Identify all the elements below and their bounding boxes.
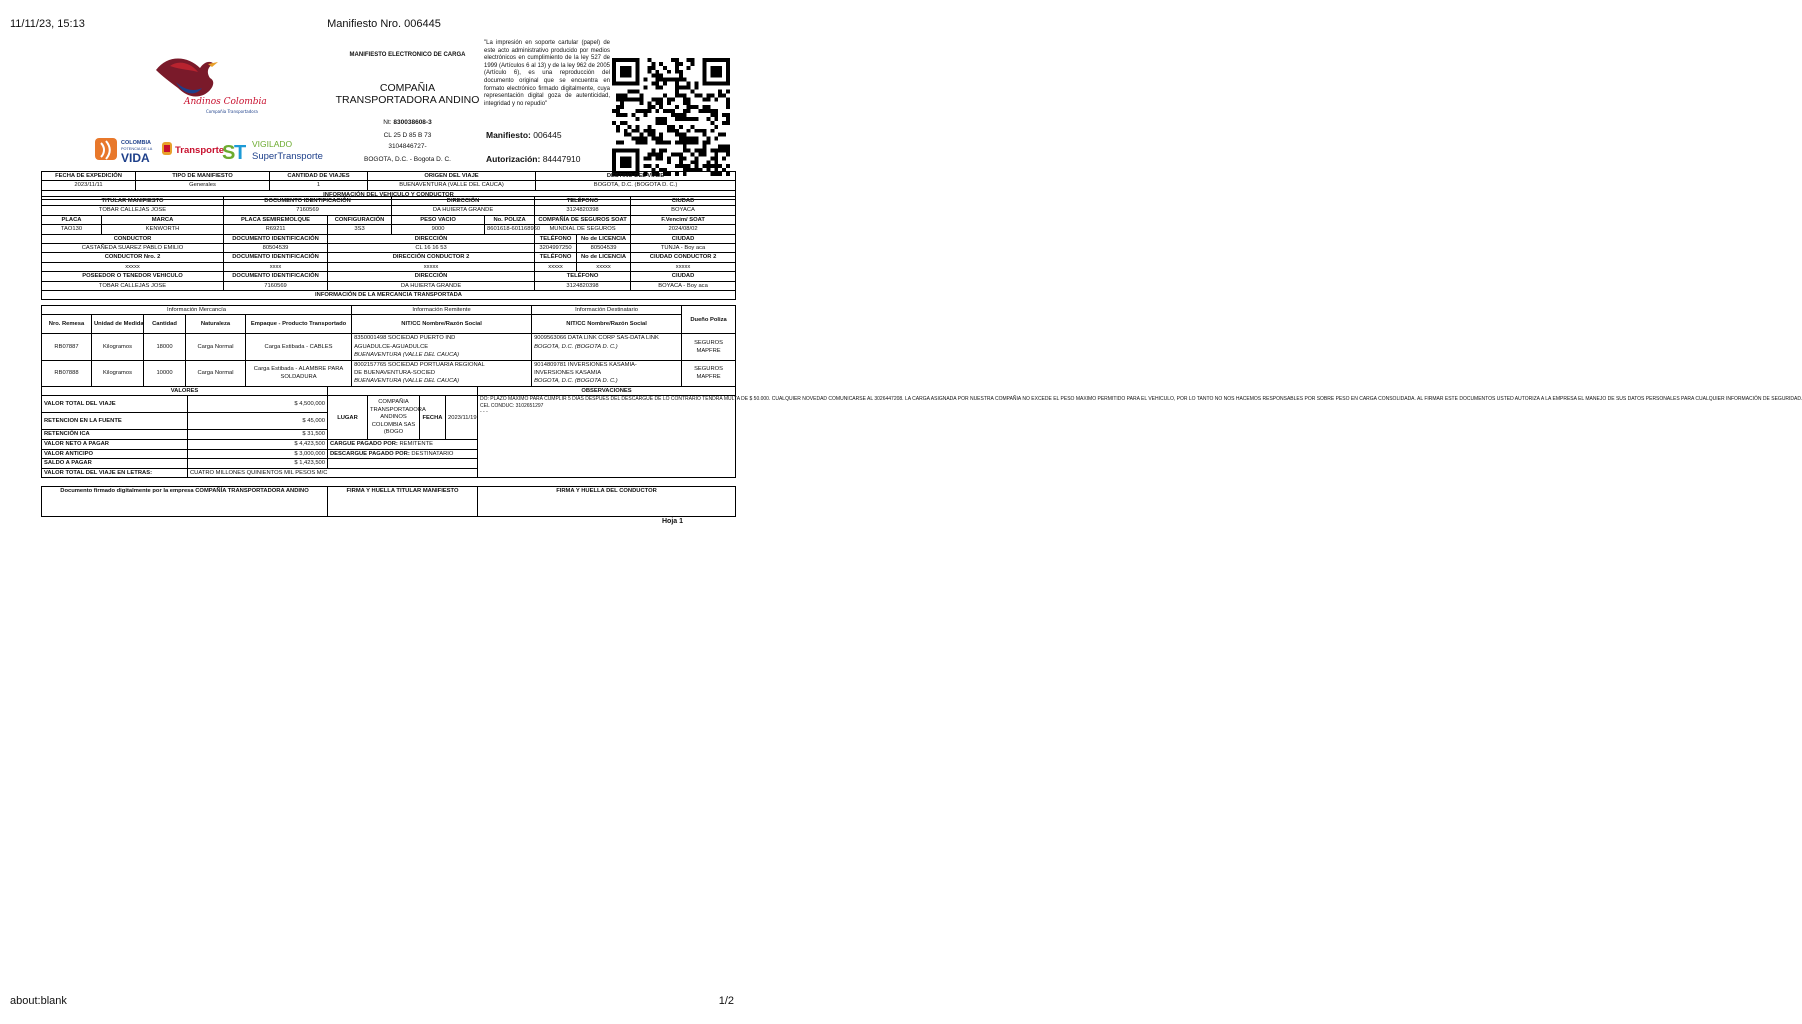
group-informacion-mercancia: Información Mercancía xyxy=(42,306,352,315)
header-cantidad-viajes: CANTIDAD DE VIAJES xyxy=(270,172,368,181)
dueno-poliza: SEGUROS MAPFRE xyxy=(682,360,736,386)
header-nro-remesa: Nro. Remesa xyxy=(42,315,92,334)
values-table xyxy=(41,386,1802,478)
header-conductor-ciudad: CIUDAD xyxy=(631,234,736,243)
titular-name: TOBAR CALLEJAS JOSE xyxy=(42,206,224,215)
header-conductor2: CONDUCTOR Nro. 2 xyxy=(42,253,224,262)
header-placa: PLACA xyxy=(42,215,102,224)
conductor-dir: CL 16 16 53 xyxy=(328,244,535,253)
poseedor-name: TOBAR CALLEJAS JOSE xyxy=(42,281,224,290)
header-conductor2-doc: DOCUMENTO IDENTIFICACIÓN xyxy=(224,253,328,262)
conductor2-lic: xxxxx xyxy=(577,262,631,271)
dueno-poliza: SEGUROS MAPFRE xyxy=(682,334,736,360)
header-unidad-medida: Unidad de Medida xyxy=(92,315,144,334)
empaque-producto: Carga Estibada - CABLES xyxy=(246,334,352,360)
conductor2-ciudad: xxxxx xyxy=(631,262,736,271)
company-nit: Nt: 830038608-3 xyxy=(383,119,432,126)
table-row xyxy=(42,334,736,360)
label-valor-letras: VALOR TOTAL DEL VIAJE EN LETRAS: xyxy=(42,468,188,477)
vehiculo-peso-vacio: 9000 xyxy=(392,225,485,234)
section-vehiculo-conductor: INFORMACIÓN DEL VEHICULO Y CONDUCTOR xyxy=(42,190,736,199)
label-saldo: SALDO A PAGAR xyxy=(42,459,188,468)
conductor-lic: 80504539 xyxy=(577,244,631,253)
vehiculo-poliza: 8601618-601168960 xyxy=(485,225,535,234)
company-name-line-2: TRANSPORTADORA ANDINO xyxy=(335,94,480,106)
header-titular: TITULAR MANIFIESTO xyxy=(42,197,224,206)
vehiculo-vencimiento-soat: 2024/08/02 xyxy=(631,225,736,234)
descargue-pagado-por: DESCARGUE PAGADO POR: DESTINATARIO xyxy=(328,449,478,458)
header-configuracion: CONFIGURACIÓN xyxy=(328,215,392,224)
fecha: 2023/11/19 xyxy=(446,396,478,440)
vehiculo-cia-seguros: MUNDIAL DE SEGUROS xyxy=(535,225,631,234)
manifest-number: Manifiesto: 006445 xyxy=(486,130,562,140)
table-row xyxy=(42,360,736,386)
destino-viaje: BOGOTA, D.C. (BOGOTA D. C.) xyxy=(536,181,736,190)
header-poseedor-ciudad: CIUDAD xyxy=(631,272,736,281)
company-city: BOGOTA, D.C. - Bogota D. C. xyxy=(364,155,451,163)
authorization-number: Autorización: 84447910 xyxy=(486,154,581,164)
svg-text:S: S xyxy=(222,142,236,164)
manifest-type-heading: MANIFIESTO ELECTRONICO DE CARGA xyxy=(349,52,466,58)
remitente: 8002157765 SOCIEDAD PORTUARIA REGIONAL DE BUENAVENTURA-SOCIED BUENAVENTURA (VALLE DEL CAUCA) xyxy=(352,360,532,386)
header-conductor2-dir: DIRECCIÓN CONDUCTOR 2 xyxy=(328,253,535,262)
valor-total: $ 4,500,000 xyxy=(188,396,328,413)
header-poseedor: POSEEDOR O TENEDOR VEHICULO xyxy=(42,272,224,281)
print-doc-title: Manifiesto Nro. 006445 xyxy=(327,18,441,30)
poseedor-doc: 7160569 xyxy=(224,281,328,290)
vehicle-driver-table xyxy=(41,196,736,300)
section-mercancia: INFORMACIÓN DE LA MERCANCIA TRANSPORTADA xyxy=(42,291,736,300)
vehiculo-placa: TAO130 xyxy=(42,225,102,234)
header-conductor2-ciudad: CIUDAD CONDUCTOR 2 xyxy=(631,253,736,262)
legal-notice: "La impresión en soporte cartular (papel) de este acto administrativo producido por medios electrónicos en cumplimiento de la ley 527 de 1999 (Artículos 6 al 13) y de la ley 962 de 2005 (Artículo 6), es una reproducción del documento original que se encuentra en formato electrónico firmado digitalmente, cuya representación digital goza de autenticidad, integridad y no repudio" xyxy=(484,40,610,107)
header-titular-ciudad: CIUDAD xyxy=(631,197,736,206)
header-titular-dir: DIRECCIÓN xyxy=(392,197,535,206)
firma-titular: FIRMA Y HUELLA TITULAR MANIFIESTO xyxy=(328,487,478,517)
header-conductor-doc: DOCUMENTO IDENTIFICACIÓN xyxy=(224,234,328,243)
label-fecha: FECHA xyxy=(420,396,446,440)
conductor2-doc: xxxx xyxy=(224,262,328,271)
titular-tel: 3124820398 xyxy=(535,206,631,215)
header-titular-doc: DOCUMENTO IDENTIFICACIÓN xyxy=(224,197,392,206)
titular-doc: 7160569 xyxy=(224,206,392,215)
header-poseedor-dir: DIRECCIÓN xyxy=(328,272,535,281)
header-conductor2-lic: No de LICENCIA xyxy=(577,253,631,262)
observaciones: DO: PLAZO MAXIMO PARA CUMPLIR 5 DÍAS DESPUES DEL DESCARGUE DE LO CONTRARIO TENDRA MULTA DE $ 50.000. CUALQUIER NOVEDAD COMUNICARSE AL 3026447208. LA CARGA ASIGNADA POR NUESTRA COMPAÑIA NO EXCEDE EL PESO MAXIMO PERMITIDO PARA EL VEHICULO, POR LO TANTO NO NOS HACEMOS RESPONSABLES POR SOBRE PESO EN CARGA CONSOLIDADA. AL FIRMAR ESTE DOCUMENTOS USTED AUTORIZA A LA EMPRESA EL MANEJO DE SUS DATOS PERSONALES PARA CUALQUIER INFORMACIÓN DE SEGURIDAD. CEL CONDUC: 3102651297 - - - xyxy=(478,396,736,478)
conductor-ciudad: TUNJA - Boy aca xyxy=(631,244,736,253)
cantidad: 18000 xyxy=(144,334,186,360)
header-poseedor-tel: TELÉFONO xyxy=(535,272,631,281)
header-naturaleza: Naturaleza xyxy=(186,315,246,334)
supertransporte-logo-icon xyxy=(222,139,323,164)
label-valor-anticipo: VALOR ANTICIPO xyxy=(42,449,188,458)
tipo-manifiesto: Generales xyxy=(136,181,270,190)
cantidad-viajes: 1 xyxy=(270,181,368,190)
header-conductor: CONDUCTOR xyxy=(42,234,224,243)
naturaleza: Carga Normal xyxy=(186,334,246,360)
header-vencimiento-soat: F.Vencim/ SOAT xyxy=(631,215,736,224)
header-poseedor-doc: DOCUMENTO IDENTIFICACIÓN xyxy=(224,272,328,281)
group-informacion-remitente: Información Remitente xyxy=(352,306,532,315)
destinatario: 9009563066 DATA LINK CORP SAS-DATA LINK BOGOTA, D.C. (BOGOTA D. C.) xyxy=(532,334,682,360)
header-conductor-tel: TELÉFONO xyxy=(535,234,577,243)
svg-text:COLOMBIA: COLOMBIA xyxy=(121,140,151,146)
naturaleza: Carga Normal xyxy=(186,360,246,386)
header-marca: MARCA xyxy=(102,215,224,224)
header-nit-destinatario: NIT/CC Nombre/Razón Social xyxy=(532,315,682,334)
signatures-table xyxy=(41,486,736,517)
valor-letras: CUATRO MILLONES QUINIENTOS MIL PESOS M/C xyxy=(188,468,478,477)
remesa-number: RB07887 xyxy=(42,334,92,360)
merchandise-table xyxy=(41,305,736,387)
header-dueno-poliza: Dueño Poliza xyxy=(682,306,736,334)
coat-of-arms-icon xyxy=(162,142,172,155)
unidad-medida: Kilogramos xyxy=(92,334,144,360)
company-name xyxy=(330,82,485,106)
origen-viaje: BUENAVENTURA (VALLE DEL CAUCA) xyxy=(368,181,536,190)
titular-dir: DA HUIERTA GRANDE xyxy=(392,206,535,215)
vehiculo-marca: KENWORTH xyxy=(102,225,224,234)
fecha-expedicion: 2023/11/11 xyxy=(42,181,136,190)
header-origen: ORIGEN DEL VIAJE xyxy=(368,172,536,181)
retencion-fuente: $ 45,000 xyxy=(188,413,328,430)
svg-text:Compañía Transportadora: Compañía Transportadora xyxy=(206,109,258,114)
poseedor-tel: 3124820398 xyxy=(535,281,631,290)
unidad-medida: Kilogramos xyxy=(92,360,144,386)
svg-text:SuperTransporte: SuperTransporte xyxy=(252,151,323,162)
retencion-ica: $ 31,500 xyxy=(188,430,328,440)
header-nit-remitente: NIT/CC Nombre/Razón Social xyxy=(352,315,532,334)
label-lugar: LUGAR xyxy=(328,396,368,440)
remesa-number: RB07888 xyxy=(42,360,92,386)
header-peso-poliza: PESO VACIO xyxy=(392,215,485,224)
titular-ciudad: BOYACA xyxy=(631,206,736,215)
conductor-tel: 3204997250 xyxy=(535,244,577,253)
header-empaque: Empaque - Producto Transportado xyxy=(246,315,352,334)
group-informacion-destinatario: Información Destinatario xyxy=(532,306,682,315)
conductor-doc: 80504539 xyxy=(224,244,328,253)
header-valores: VALORES xyxy=(42,387,328,396)
government-logos xyxy=(95,135,330,165)
svg-text:VIDA: VIDA xyxy=(121,151,150,165)
eagle-logo-icon xyxy=(148,52,278,118)
header-tipo-manifiesto: TIPO DE MANIFIESTO xyxy=(136,172,270,181)
header-fecha-expedicion: FECHA DE EXPEDICIÓN xyxy=(42,172,136,181)
conductor2-name: xxxxx xyxy=(42,262,224,271)
company-name-line-1: COMPAÑIA xyxy=(379,82,436,94)
label-retencion-fuente: RETENCION EN LA FUENTE xyxy=(42,413,188,430)
header-observaciones: OBSERVACIONES xyxy=(478,387,736,396)
conductor-name: CASTAÑEDA SUAREZ PABLO EMILIO xyxy=(42,244,224,253)
header-poliza: No. POLIZA xyxy=(485,215,535,224)
header-cia-seguros: COMPAÑÍA DE SEGUROS SOAT xyxy=(535,215,631,224)
vehiculo-semiremolque: R69211 xyxy=(224,225,328,234)
saldo: $ 1,423,500 xyxy=(188,459,328,468)
company-address: CL 25 D 85 B 73 xyxy=(383,131,432,139)
cargue-pagado-por: CARGUE PAGADO POR: REMITENTE xyxy=(328,440,478,449)
qr-code-icon xyxy=(611,58,731,176)
print-datetime: 11/11/23, 15:13 xyxy=(10,18,85,30)
valor-neto: $ 4,423,500 xyxy=(188,440,328,449)
empaque-producto: Carga Estibada - ALAMBRE PARA SOLDADURA xyxy=(246,360,352,386)
header-conductor2-tel: TELÉFONO xyxy=(535,253,577,262)
svg-text:T: T xyxy=(234,142,247,164)
company-info xyxy=(330,118,485,164)
cantidad: 10000 xyxy=(144,360,186,386)
svg-text:VIGILADO: VIGILADO xyxy=(252,139,293,149)
header-destino: DESTINO DEL VIAJE xyxy=(536,172,736,181)
label-valor-total: VALOR TOTAL DEL VIAJE xyxy=(42,396,188,413)
page-label: Hoja 1 xyxy=(662,518,684,525)
valor-anticipo: $ 3,000,000 xyxy=(188,449,328,458)
firma-empresa: Documento firmado digitalmente por la empresa COMPAÑÍA TRANSPORTADORA ANDINO xyxy=(42,487,328,517)
destinatario: 9014809781 INVERSIONES KASAMIA- INVERSIONES KASAMIA BOGOTA, D.C. (BOGOTA D. C.) xyxy=(532,360,682,386)
conductor2-tel: xxxxx xyxy=(535,262,577,271)
svg-text:Andinos Colombia: Andinos Colombia xyxy=(184,97,267,107)
header-semiremolque: PLACA SEMIREMOLQUE xyxy=(224,215,328,224)
vehiculo-configuracion: 3S3 xyxy=(328,225,392,234)
print-page-number: 1/2 xyxy=(718,995,734,1007)
header-conductor-dir: DIRECCIÓN xyxy=(328,234,535,243)
poseedor-dir: DA HUIERTA GRANDE xyxy=(328,281,535,290)
header-conductor-lic: No de LICENCIA xyxy=(577,234,631,243)
header-titular-tel: TELÉFONO xyxy=(535,197,631,206)
label-retencion-ica: RETENCIÓN ICA xyxy=(42,430,188,440)
company-phone: 3104846727- xyxy=(388,143,427,150)
svg-text:Transporte: Transporte xyxy=(175,145,225,156)
colombia-vida-logo-icon xyxy=(95,138,153,165)
lugar: COMPAÑIA TRANSPORTADORA ANDINOS COLOMBIA SAS (BOGO xyxy=(368,396,420,440)
print-url: about:blank xyxy=(10,995,67,1007)
firma-conductor: FIRMA Y HUELLA DEL CONDUCTOR xyxy=(478,487,736,517)
remitente: 8350001498 SOCIEDAD PUERTO IND AGUADULCE-AGUADULCE BUENAVENTURA (VALLE DEL CAUCA) xyxy=(352,334,532,360)
conductor2-dir: xxxxx xyxy=(328,262,535,271)
svg-text:POTENCIA DE LA: POTENCIA DE LA xyxy=(121,147,153,151)
company-logo xyxy=(148,52,278,118)
header-cantidad: Cantidad xyxy=(144,315,186,334)
poseedor-ciudad: BOYACA - Boy aca xyxy=(631,281,736,290)
label-valor-neto: VALOR NETO A PAGAR xyxy=(42,440,188,449)
